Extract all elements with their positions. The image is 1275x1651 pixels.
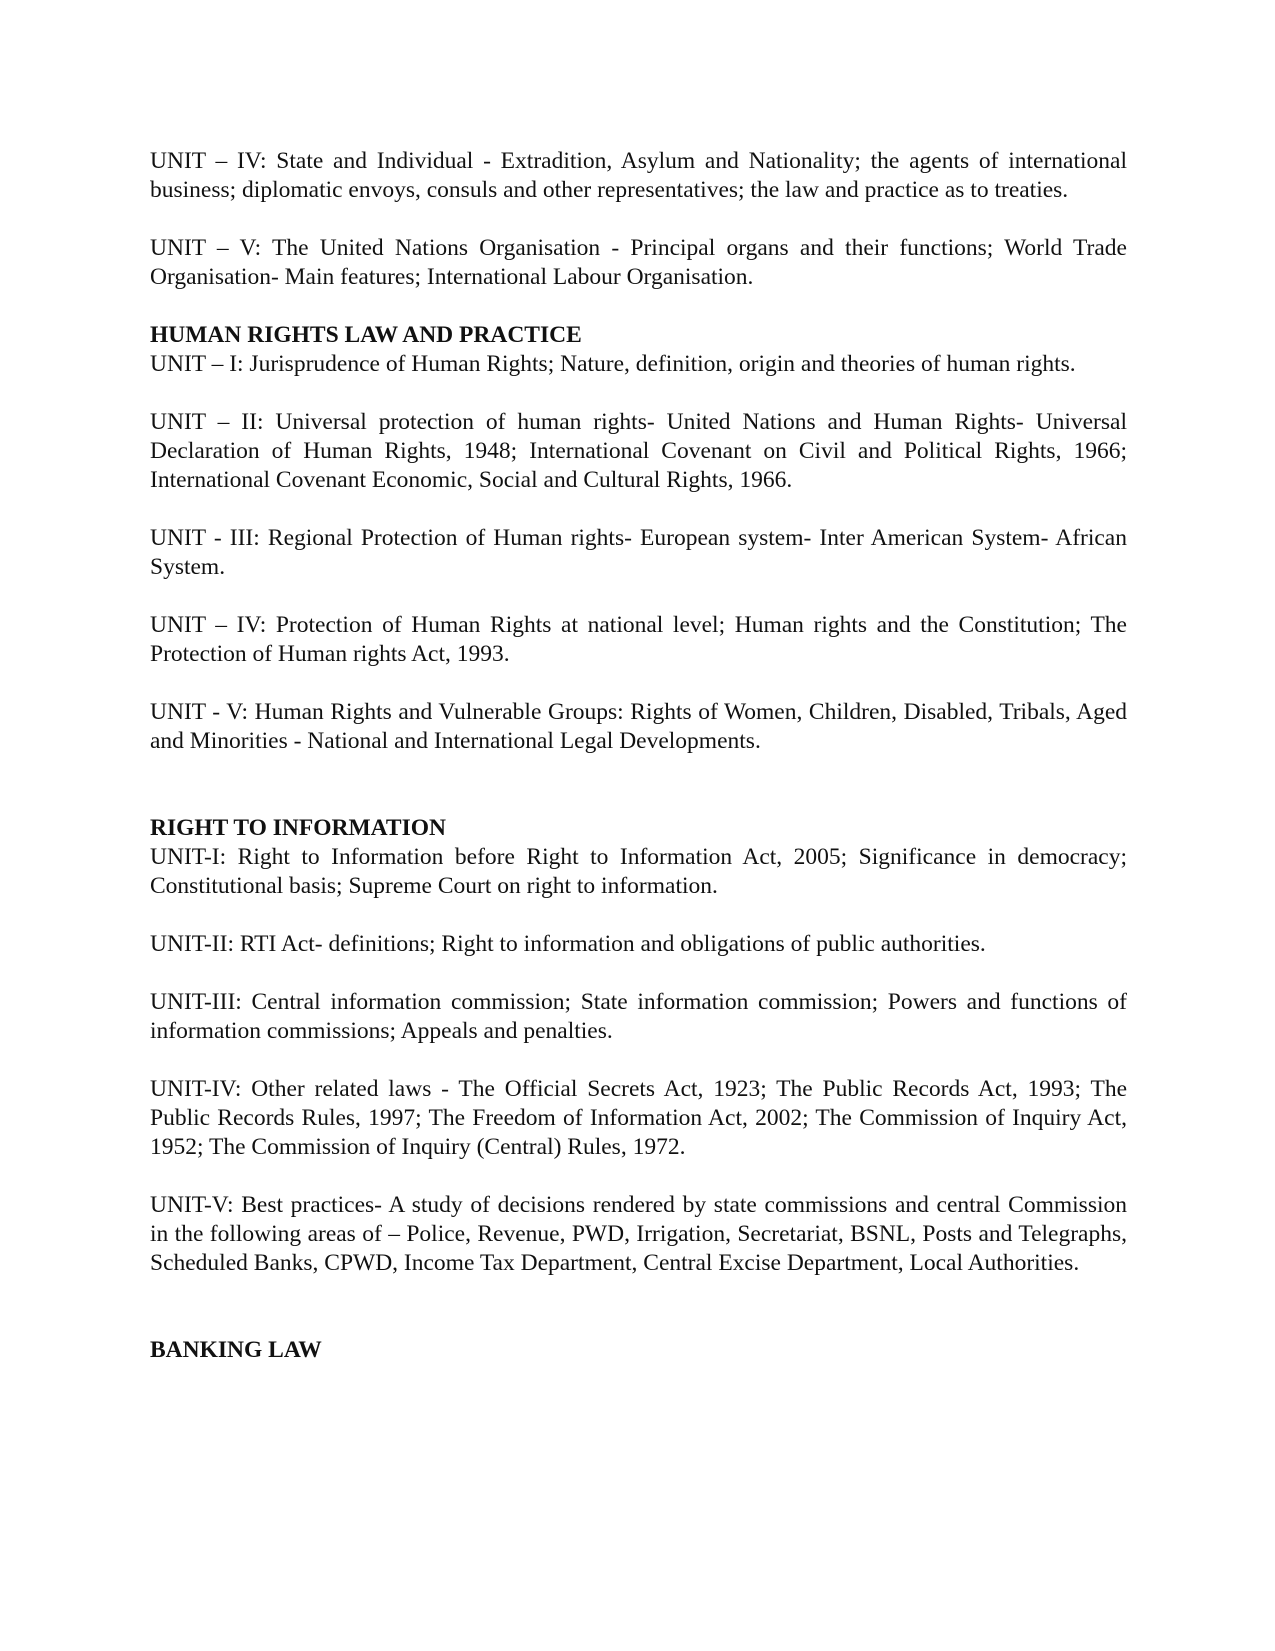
human-rights-heading: HUMAN RIGHTS LAW AND PRACTICE	[150, 322, 582, 348]
rti-unit-2: UNIT-II: RTI Act- definitions; Right to information and obligations of public authorities.	[150, 931, 986, 957]
human-rights-unit-4: UNIT – IV: Protection of Human Rights at national level; Human rights and the Constitution; The Protection of Human rights Act, 1993.	[150, 612, 1127, 667]
rti-unit-1: UNIT-I: Right to Information before Right to Information Act, 2005; Significance in democracy; Constitutional basis; Supreme Court on right to information.	[150, 844, 1127, 899]
rti-unit-4: UNIT-IV: Other related laws - The Official Secrets Act, 1923; The Public Records Act, 1993; The Public Records Rules, 1997; The Freedom of Information Act, 2002; The Commission of Inquiry Act, 1952; The Commission of Inquiry (Central) Rules, 1972.	[150, 1076, 1127, 1160]
banking-law-heading: BANKING LAW	[150, 1337, 322, 1363]
rti-heading: RIGHT TO INFORMATION	[150, 815, 446, 841]
intl-law-unit-5: UNIT – V: The United Nations Organisation - Principal organs and their functions; World Trade Organisation- Main features; International Labour Organisation.	[150, 235, 1127, 290]
human-rights-unit-5: UNIT - V: Human Rights and Vulnerable Groups: Rights of Women, Children, Disabled, Tribals, Aged and Minorities - National and International Legal Developments.	[150, 699, 1127, 754]
rti-unit-3: UNIT-III: Central information commission; State information commission; Powers and functions of information commissions; Appeals and penalties.	[150, 989, 1127, 1044]
human-rights-unit-1: UNIT – I: Jurisprudence of Human Rights; Nature, definition, origin and theories of human rights.	[150, 351, 1076, 377]
document-page	[150, 147, 1127, 1365]
human-rights-unit-2: UNIT – II: Universal protection of human rights- United Nations and Human Rights- Universal Declaration of Human Rights, 1948; International Covenant on Civil and Political Rights, 1966; International Covenant Economic, Social and Cultural Rights, 1966.	[150, 409, 1127, 493]
rti-unit-5: UNIT-V: Best practices- A study of decisions rendered by state commissions and central Commission in the following areas of – Police, Revenue, PWD, Irrigation, Secretariat, BSNL, Posts and Telegraphs, Scheduled Banks, CPWD, Income Tax Department, Central Excise Department, Local Authorities.	[150, 1192, 1127, 1276]
intl-law-unit-4: UNIT – IV: State and Individual - Extradition, Asylum and Nationality; the agents of international business; diplomatic envoys, consuls and other representatives; the law and practice as to treaties.	[150, 148, 1127, 203]
human-rights-unit-3: UNIT - III: Regional Protection of Human rights- European system- Inter American System- African System.	[150, 525, 1127, 580]
